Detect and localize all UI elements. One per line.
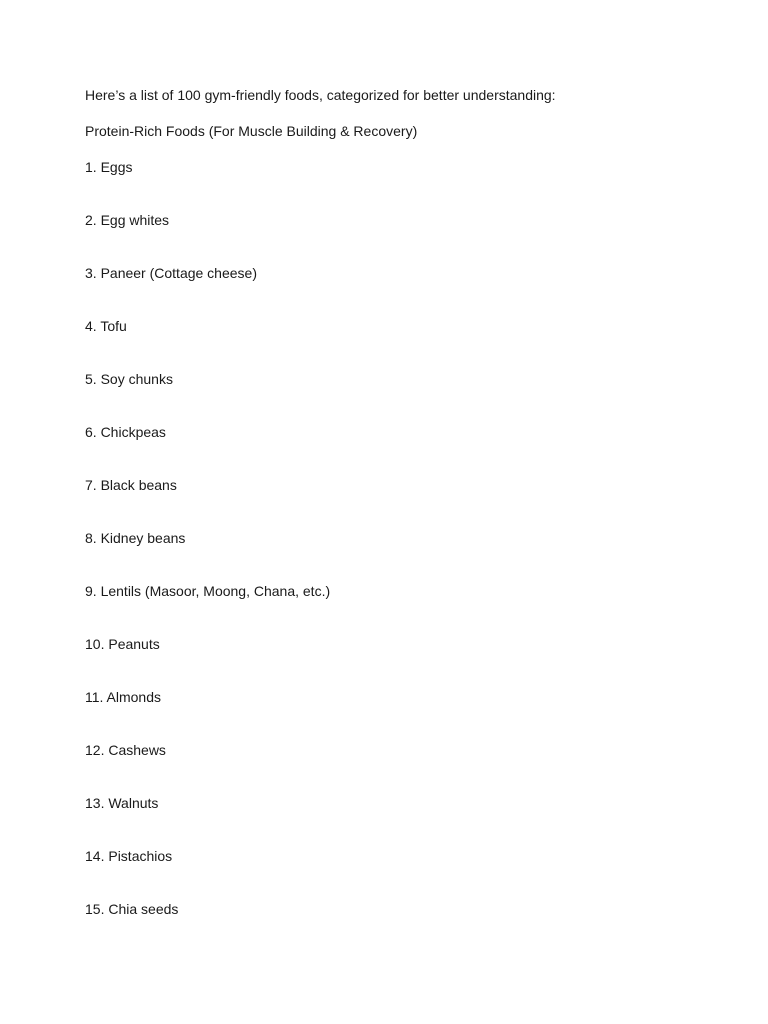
- list-item: 13. Walnuts: [85, 795, 159, 811]
- list-item: 9. Lentils (Masoor, Moong, Chana, etc.): [85, 583, 331, 599]
- list-item: 10. Peanuts: [85, 636, 160, 652]
- list-item: 6. Chickpeas: [85, 424, 166, 440]
- list-item: 5. Soy chunks: [85, 371, 173, 387]
- list-item: 7. Black beans: [85, 477, 177, 493]
- list-item: 2. Egg whites: [85, 212, 170, 228]
- list-item: 14. Pistachios: [85, 848, 173, 864]
- section-heading: Protein-Rich Foods (For Muscle Building & Recovery): [85, 123, 418, 139]
- list-item: 1. Eggs: [85, 159, 133, 175]
- list-item: 11. Almonds: [85, 689, 162, 705]
- list-item: 3. Paneer (Cottage cheese): [85, 265, 257, 281]
- intro-paragraph: Here’s a list of 100 gym-friendly foods, categorized for better understanding:: [85, 87, 556, 103]
- list-item: 4. Tofu: [85, 318, 127, 334]
- list-item: 15. Chia seeds: [85, 901, 179, 917]
- list-item: 12. Cashews: [85, 742, 166, 758]
- list-item: 8. Kidney beans: [85, 530, 186, 546]
